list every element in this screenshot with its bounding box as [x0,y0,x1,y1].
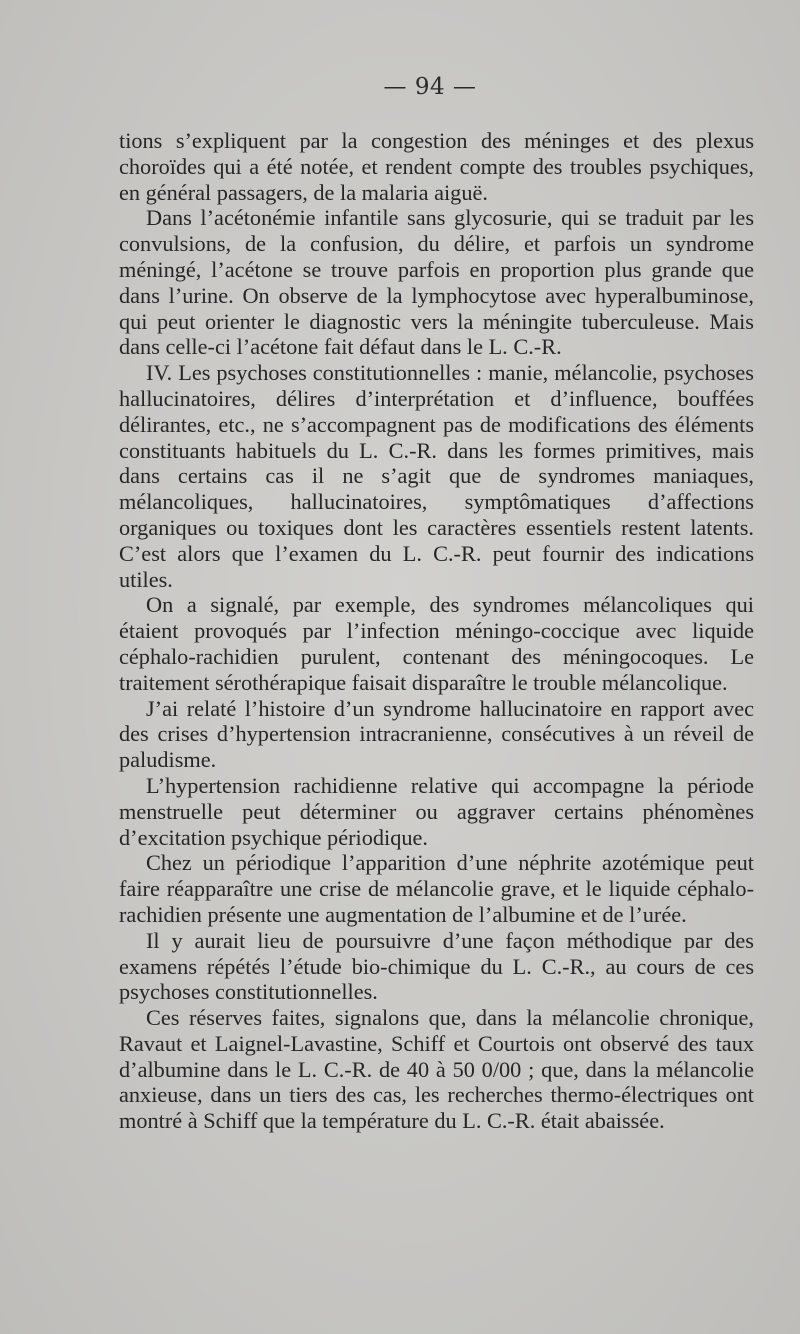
paragraph-continuation: tions s’expliquent par la congestion des méninges et des plexus choroïdes qui a été notée, et rendent compte des troubles psychiques, en général passagers, de la malaria aiguë. [119,128,754,205]
paragraph-nephrite-azotemique: Chez un périodique l’apparition d’une néphrite azotémique peut faire réapparaître une crise de mélancolie grave, et le liquide céphalo-rachidien présente une augmentation de l’albumine et de l’urée. [119,850,754,927]
body-text [119,128,754,1134]
paragraph-syndromes-melancoliques: On a signalé, par exemple, des syndromes mélancoliques qui étaient provoqués par l’infection méningo-coccique avec liquide céphalo-rachidien purulent, contenant des méningocoques. Le traitement sérothérapique faisait disparaître le trouble mélancolique. [119,592,754,695]
paragraph-hypertension-rachidienne: L’hypertension rachidienne relative qui accompagne la période menstruelle peut déterminer ou aggraver certains phénomènes d’excitation psychique périodique. [119,772,754,850]
paragraph-acetonemie: Dans l’acétonémie infantile sans glycosurie, qui se traduit par les convulsions, de la confusion, du délire, et parfois un syndrome méningé, l’acétone se trouve parfois en proportion plus grande que dans l’urine. On observe de la lymphocytose avec hyperalbuminose, qui peut orienter le diagnostic vers la méningite tuberculeuse. Mais dans celle-ci l’acétone fait défaut dans le L. C.-R. [119,205,754,360]
paragraph-syndrome-hallucinatoire: J’ai relaté l’histoire d’un syndrome hallucinatoire en rapport avec des crises d’hypertension intracranienne, consécutives à un réveil de paludisme. [119,695,754,773]
paragraph-reserves: Ces réserves faites, signalons que, dans la mélancolie chronique, Ravaut et Laignel-Lavastine, Schiff et Courtois ont observé des taux d’albumine dans le L. C.-R. de 40 à 50 0/00 ; que, dans la mélancolie anxieuse, dans un tiers des cas, les recherches thermo-électriques ont montré à Schiff que la température du L. C.-R. était abaissée. [119,1005,754,1134]
paragraph-psychoses-constitutionnelles: IV. Les psychoses constitutionnelles : manie, mélancolie, psychoses hallucinatoires, délires d’interprétation et d’influence, bouffées délirantes, etc., ne s’accompagnent pas de modifications des éléments constituants habituels du L. C.-R. dans les formes primitives, mais dans certains cas il ne s’agit que de syndromes maniaques, mélancoliques, hallucinatoires, symptômatiques d’affections organiques ou toxiques dont les caractères essentiels restent latents. C’est alors que l’examen du L. C.-R. peut fournir des indications utiles. [119,360,754,592]
page-number: — 94 — [383,74,477,100]
paragraph-etude-bio-chimique: Il y aurait lieu de poursuivre d’une façon méthodique par des examens répétés l’étude bio-chimique du L. C.-R., au cours de ces psychoses constitutionnelles. [119,927,754,1005]
